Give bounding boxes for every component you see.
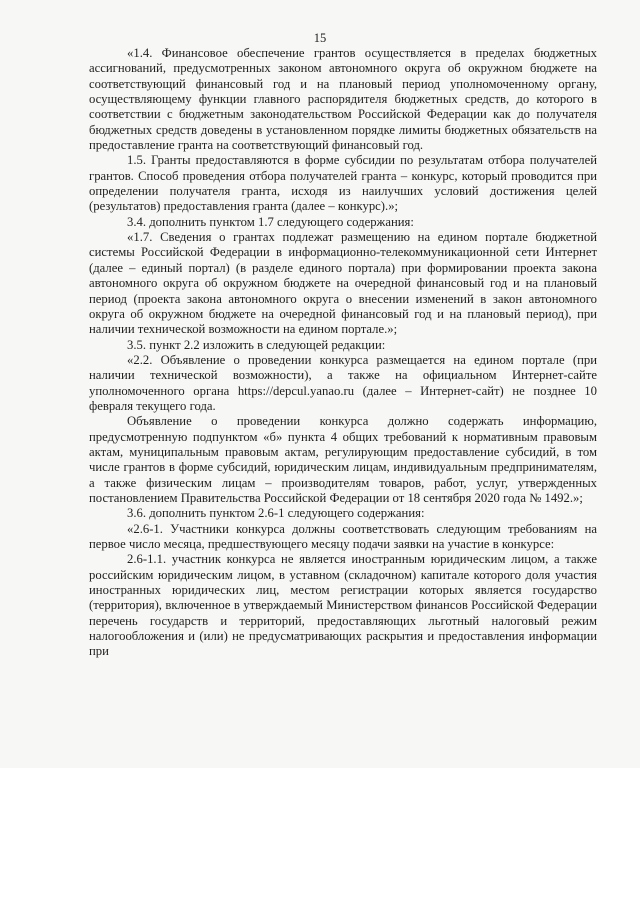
paragraph-1-4: «1.4. Финансовое обеспечение грантов осуществляется в пределах бюджетных ассигнований, предусмотренных законом автономного округа об окружном бюджете на соответствующий финансовый год и на плановый период уполномоченному органу, осуществляющему функции главного распорядителя бюджетных средств, до которого в соответствии с бюджетным законодательством Российской Федерации как до получателя бюджетных средств доведены в установленном порядке лимиты бюджетных обязательств на предоставление гранта на соответствующий финансовый год.	[89, 46, 597, 153]
paragraph-3-4: 3.4. дополнить пунктом 1.7 следующего содержания:	[127, 214, 414, 229]
page-number: 15	[313, 31, 327, 45]
paragraph-2-6-1: «2.6-1. Участники конкурса должны соответствовать следующим требованиям на первое число месяца, предшествующего месяцу подачи заявки на участие в конкурсе:	[89, 521, 597, 551]
paragraph-2-2: «2.2. Объявление о проведении конкурса размещается на едином портале (при наличии технической возможности), а также на официальном Интернет-сайте уполномоченного органа https://depcul.yanao.ru (далее – Интернет-сайт) не позднее 10 февраля текущего года.	[89, 352, 597, 413]
document-body	[89, 46, 597, 660]
paragraph-1-5: 1.5. Гранты предоставляются в форме субсидии по результатам отбора получателей грантов. Способ проведения отбора получателей гранта – конкурс, который проводится при определении получателя гранта, исходя из наилучших условий достижения целей (результатов) предоставления гранта (далее – конкурс).»;	[89, 153, 597, 214]
paragraph-announcement: Объявление о проведении конкурса должно содержать информацию, предусмотренную подпунктом «б» пункта 4 общих требований к нормативным правовым актам, муниципальным правовым актам, регулирующим предоставление субсидий, в том числе грантов в форме субсидий, юридическим лицам, индивидуальным предпринимателям, а также физическим лицам – производителям товаров, работ, услуг, утвержденных постановлением Правительства Российской Федерации от 18 сентября 2020 года № 1492.»;	[89, 414, 597, 505]
paragraph-3-5: 3.5. пункт 2.2 изложить в следующей редакции:	[127, 337, 386, 352]
paragraph-3-6: 3.6. дополнить пунктом 2.6-1 следующего содержания:	[127, 506, 425, 521]
paragraph-2-6-1-1: 2.6-1.1. участник конкурса не является иностранным юридическим лицом, а также российским юридическим лицом, в уставном (складочном) капитале которого доля участия иностранных юридических лиц, местом регистрации которых является государство (территория), включенное в утверждаемый Министерством финансов Российской Федерации перечень государств и территорий, предоставляющих льготный налоговый режим налогообложения и (или) не предусматривающих раскрытия и предоставления информации при	[89, 552, 597, 659]
paragraph-1-7: «1.7. Сведения о грантах подлежат размещению на едином портале бюджетной системы Российской Федерации в информационно-телекоммуникационной сети Интернет (далее – единый портал) (в разделе единого портала) при формировании проекта закона автономного округа об окружном бюджете на очередной финансовый год и на плановый период (проекта закона автономного округа о внесении изменений в закон автономного округа об окружном бюджете на очередной финансовый год и на плановый период), при наличии технической возможности на едином портале.»;	[89, 230, 597, 337]
